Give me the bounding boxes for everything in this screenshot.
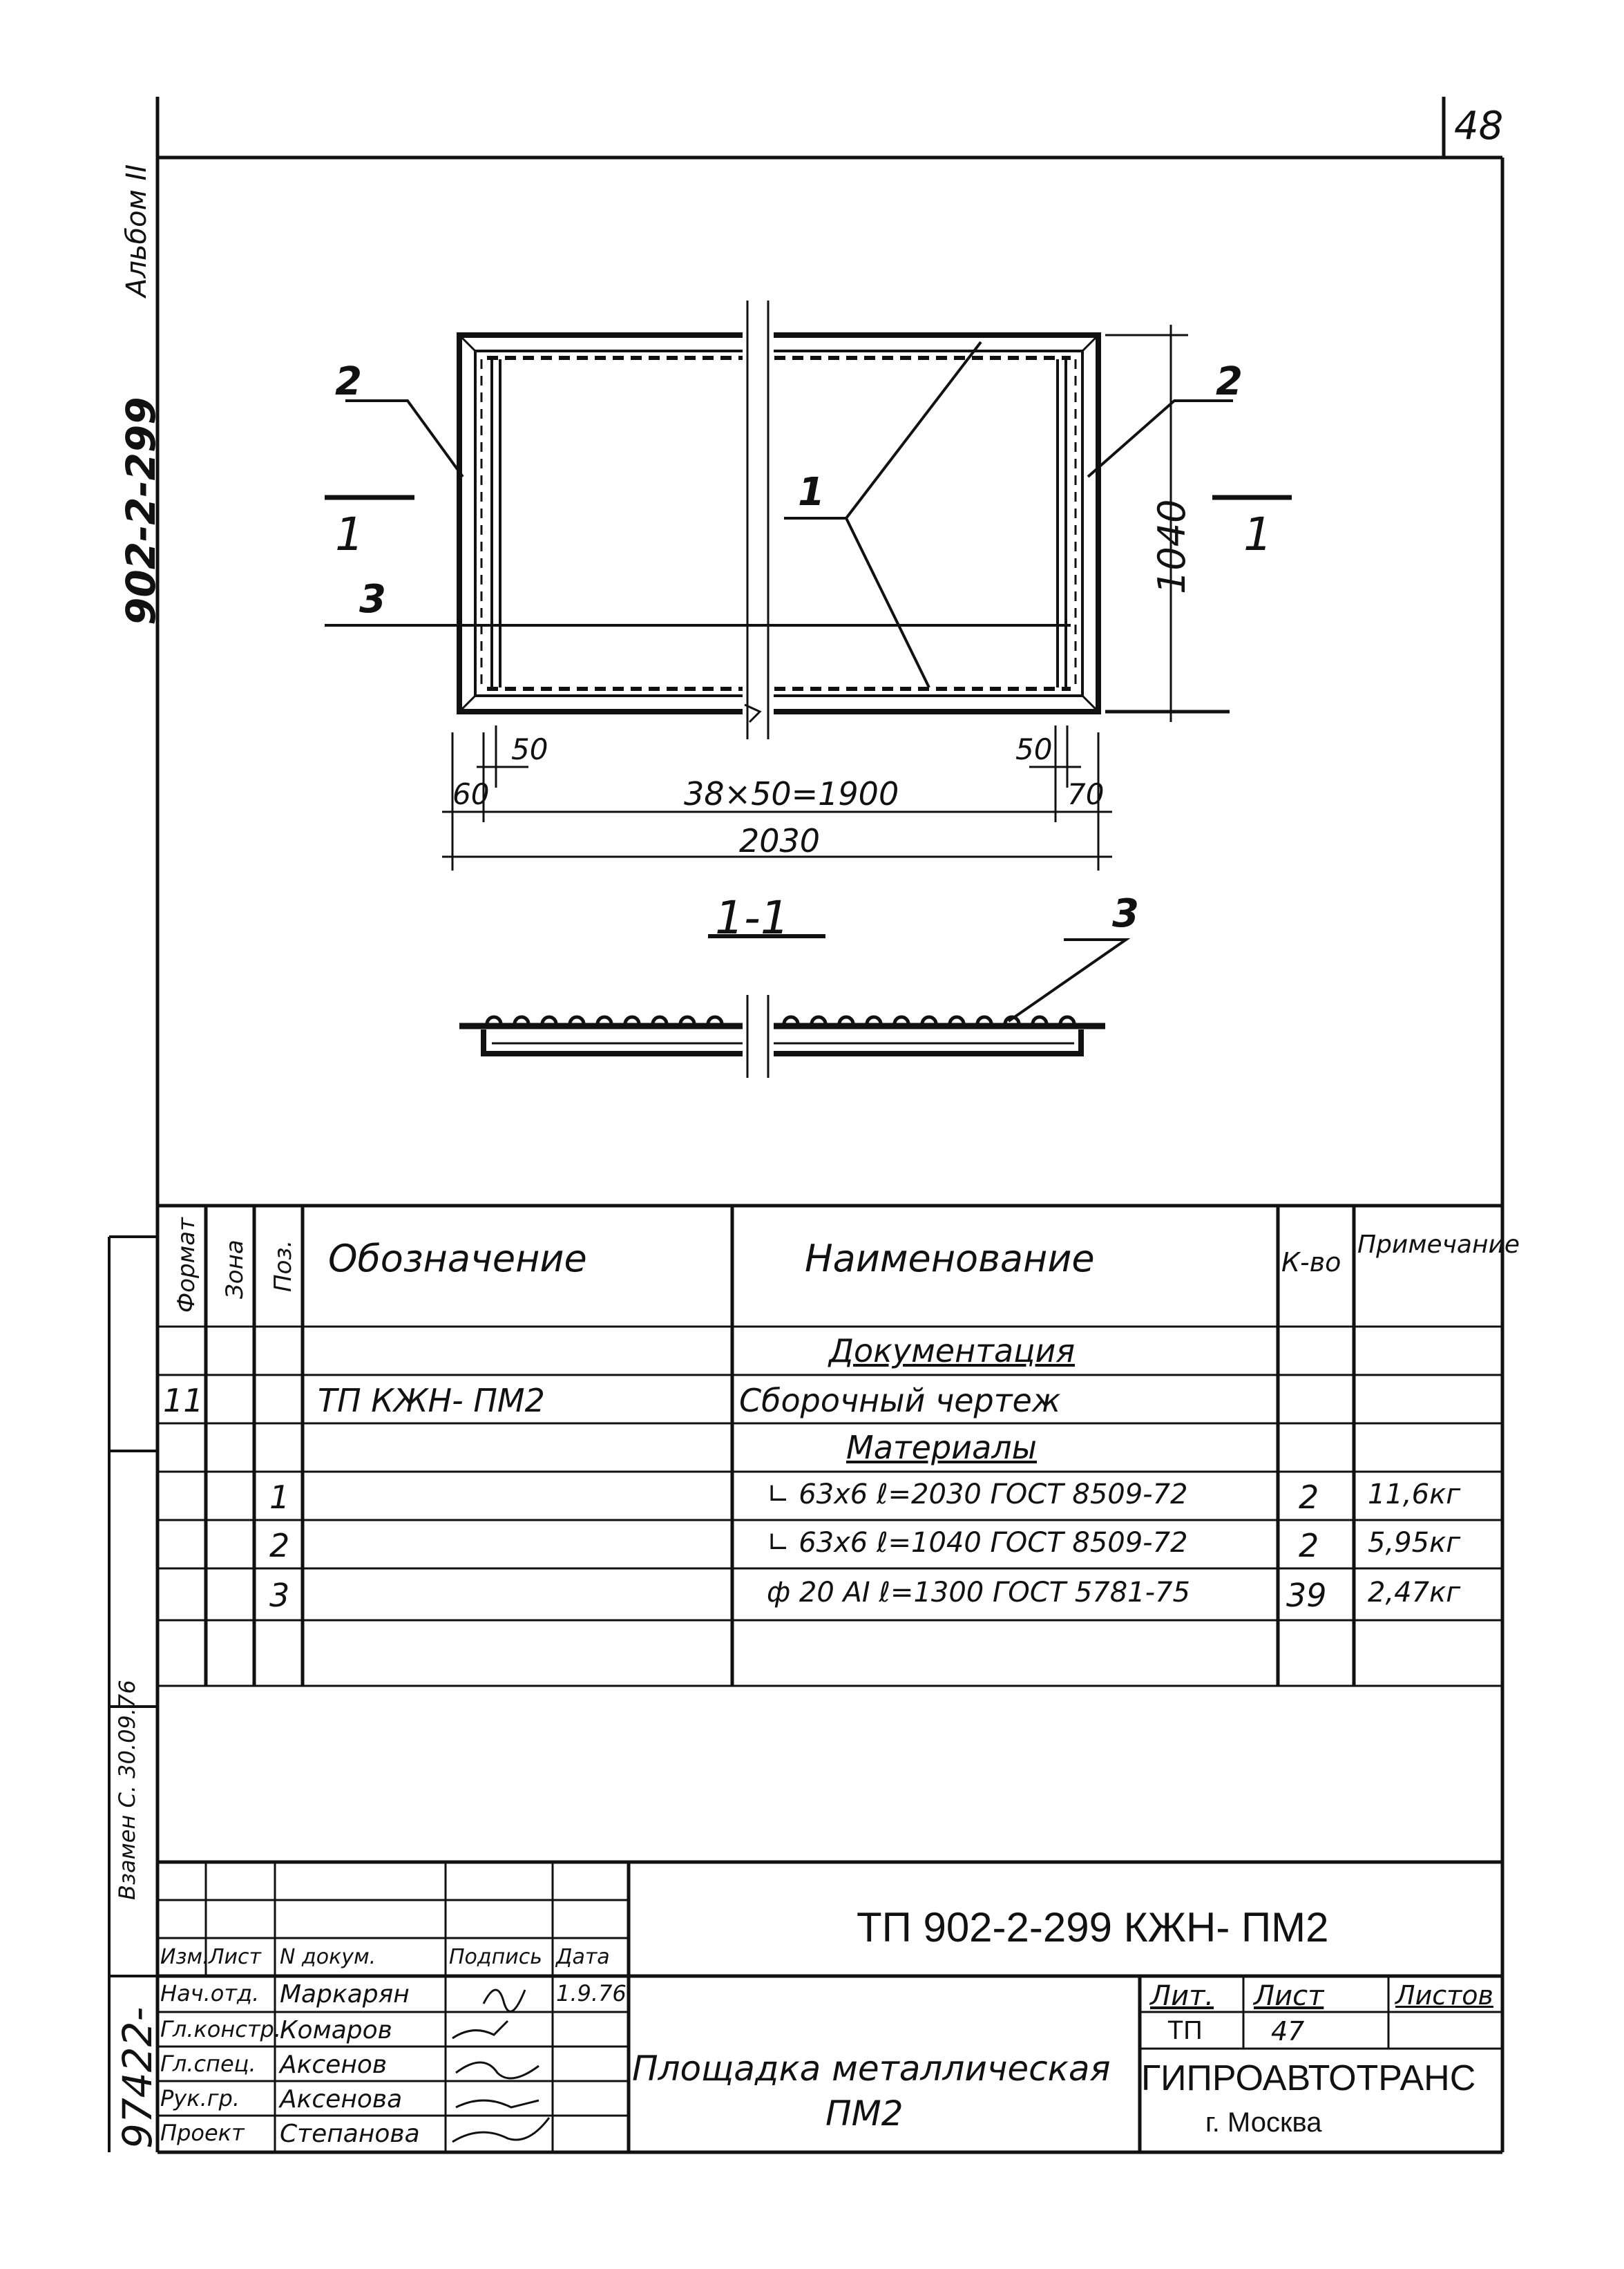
row-qty: 2	[1299, 1527, 1319, 1564]
title-name: Площадка металлическая	[632, 2049, 1111, 2089]
section-mark-left: 1	[335, 508, 364, 561]
header-pos: Поз.	[269, 1240, 297, 1292]
header-designation: Обозначение	[328, 1237, 587, 1280]
signer-role: Гл.констр.	[160, 2016, 281, 2042]
signature-1	[484, 1990, 525, 2011]
org-name: ГИПРОАВТОТРАНС	[1141, 2058, 1476, 2098]
row-pos: 2	[269, 1527, 290, 1564]
side-label-archive: 97422-	[114, 2006, 161, 2149]
signer-name: Степанова	[280, 2120, 420, 2148]
sheet-value: 47	[1271, 2016, 1305, 2047]
signer-name: Маркарян	[280, 1980, 410, 2009]
row-pos: 3	[269, 1577, 290, 1614]
row-name: ф 20 AI ℓ=1300 ГОСТ 5781-75	[767, 1577, 1190, 1608]
row-name: ∟ 63x6 ℓ=2030 ГОСТ 8509-72	[767, 1479, 1188, 1510]
tb-col-doc: N докум.	[280, 1945, 376, 1969]
sheets-label: Листов	[1395, 1980, 1493, 2011]
row-note: 5,95кг	[1368, 1527, 1461, 1559]
dim-pitch: 38×50=1900	[684, 775, 899, 813]
row-note: 2,47кг	[1368, 1577, 1461, 1608]
signature-4	[456, 2100, 539, 2107]
header-qty: К-во	[1281, 1247, 1341, 1278]
section-documentation: Документация	[829, 1332, 1076, 1369]
sheet-number: 48	[1454, 104, 1504, 149]
signature-3	[456, 2062, 539, 2078]
header-name: Наименование	[805, 1237, 1095, 1280]
section-materials: Материалы	[846, 1429, 1037, 1466]
header-format: Формат	[173, 1217, 200, 1313]
header-note: Примечание	[1357, 1231, 1520, 1259]
signer-name: Комаров	[280, 2016, 392, 2044]
row-designation: ТП КЖН- ПМ2	[318, 1382, 545, 1419]
lit-label: Лит.	[1150, 1980, 1214, 2012]
signer-role: Гл.спец.	[160, 2051, 256, 2077]
callout-pos3-section: 3	[1112, 891, 1139, 936]
dim-step-right: 50	[1015, 732, 1053, 766]
callout-pos2-left: 2	[335, 359, 362, 404]
row-qty: 2	[1299, 1479, 1319, 1516]
side-label-album: Альбом II	[121, 164, 153, 297]
signer-name: Аксенов	[280, 2051, 388, 2079]
dim-total: 2030	[739, 822, 821, 860]
side-label-stamp: Взамен С. 30.09.76	[114, 1680, 140, 1900]
dim-step-left: 50	[511, 732, 548, 766]
tb-col-date: Дата	[556, 1945, 610, 1969]
row-name: Сборочный чертеж	[739, 1382, 1061, 1419]
org-city: г. Москва	[1205, 2107, 1322, 2138]
tb-col-list: Лист	[209, 1945, 262, 1969]
drawing-code: ТП 902-2-299 КЖН- ПМ2	[857, 1904, 1329, 1950]
title-name-line2: ПМ2	[825, 2094, 904, 2134]
row-note: 11,6кг	[1368, 1479, 1461, 1510]
signer-name: Аксенова	[280, 2085, 403, 2114]
tb-col-sign: Подпись	[449, 1945, 542, 1969]
row-pos: 1	[269, 1479, 290, 1516]
section-mark-right: 1	[1243, 508, 1272, 561]
signer-role: Нач.отд.	[160, 1980, 260, 2006]
tb-col-izm: Изм.	[160, 1945, 209, 1969]
callout-pos1: 1	[798, 470, 825, 515]
signature-5	[452, 2118, 549, 2142]
row-qty: 39	[1286, 1577, 1327, 1614]
lit-value: ТП	[1167, 2016, 1203, 2045]
signer-date: 1.9.76	[556, 1980, 627, 2006]
callout-pos3: 3	[359, 577, 386, 622]
signature-2	[452, 2021, 508, 2038]
section-title: 1-1	[715, 891, 790, 944]
signer-role: Рук.гр.	[160, 2085, 240, 2111]
row-name: ∟ 63x6 ℓ=1040 ГОСТ 8509-72	[767, 1527, 1188, 1559]
dim-height: 1040	[1150, 499, 1194, 594]
dim-edge-left: 60	[452, 777, 490, 811]
header-zone: Зона	[221, 1240, 249, 1299]
callout-pos2-right: 2	[1216, 359, 1243, 404]
signer-role: Проект	[160, 2120, 245, 2146]
row-format: 11	[163, 1382, 204, 1419]
dim-edge-right: 70	[1067, 777, 1105, 811]
side-label-project: 902-2-299	[117, 397, 164, 625]
sheet-label: Лист	[1254, 1980, 1324, 2012]
